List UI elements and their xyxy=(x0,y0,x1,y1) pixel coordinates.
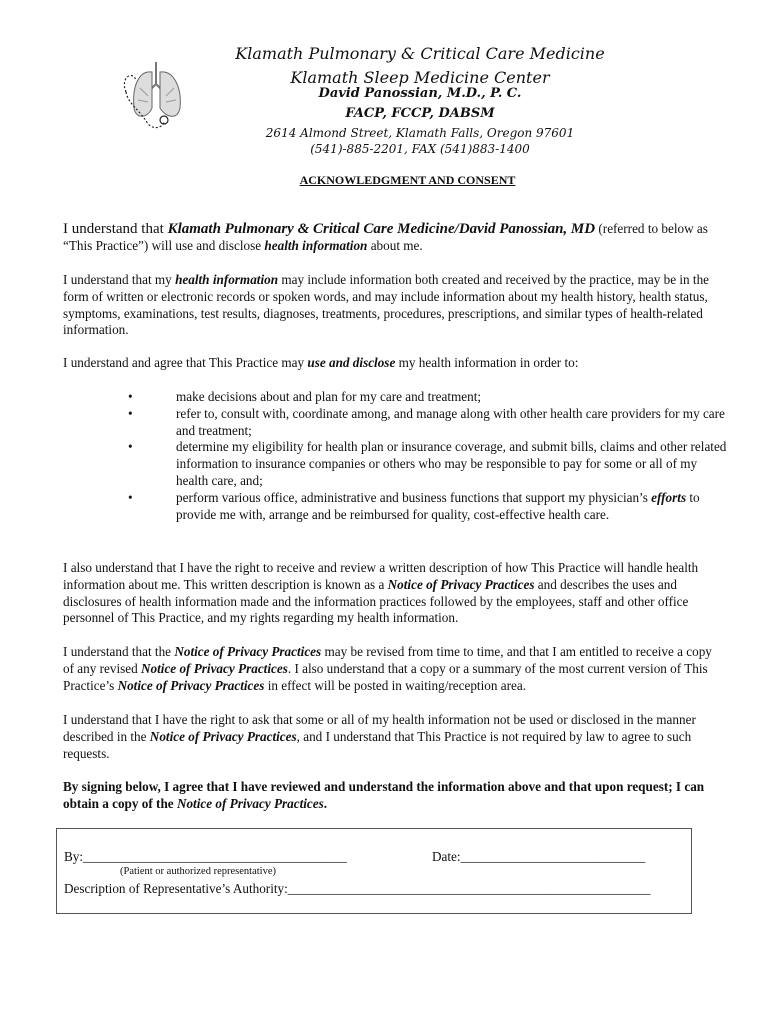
signature-box xyxy=(56,828,692,914)
header-credentials: FACP, FCCP, DABSM xyxy=(345,106,495,121)
document-title: ACKNOWLEDGMENT AND CONSENT xyxy=(299,173,516,187)
lungs-stethoscope-icon xyxy=(118,58,198,130)
date-field[interactable]: Date:____________________________ xyxy=(432,849,646,864)
paragraph-signing-agreement: By signing below, I agree that I have reviewed and understand the information above and that upon request; I can obtain a copy of the Notice of Privacy Practices. xyxy=(63,779,705,811)
header-practice-name: Klamath Pulmonary & Critical Care Medicine xyxy=(235,44,605,63)
paragraph-restriction-request: I understand that I have the right to ask that some or all of my health information not be used or disclosed in the manner described in the Notice of Privacy Practices, and I understand that This Practice is not required by law to agree to such requests. xyxy=(63,712,696,761)
header-sleep-center: Klamath Sleep Medicine Center xyxy=(290,68,550,87)
header-physician: David Panossian, M.D., P. C. xyxy=(318,86,522,101)
paragraph-notice-revisions: I understand that the Notice of Privacy Practices may be revised from time to time, and that I am entitled to receive a copy of any revised Notice of Privacy Practices. I also understand that a copy or a summary of the most current version of This Practice’s Notice of Privacy Practices in effect will be posted in waiting/reception area. xyxy=(63,644,712,693)
signature-note: (Patient or authorized representative) xyxy=(120,866,276,877)
purpose-list xyxy=(128,389,728,523)
representative-authority-field[interactable]: Description of Representative’s Authority:_______________________________________________________ xyxy=(64,881,651,896)
header-phone-fax: (541)-885-2201, FAX (541)883-1400 xyxy=(310,142,530,156)
list-item: • refer to, consult with, coordinate among, and manage along with other health care providers for my care and treatment; xyxy=(128,406,728,440)
list-item: • perform various office, administrative and business functions that support my physician’s efforts to provide me with, arrange and be reimbursed for quality, cost-effective health care. xyxy=(128,490,728,524)
paragraph-use-and-disclose: I understand and agree that This Practice may use and disclose my health information in order to: xyxy=(63,355,579,370)
list-item: • determine my eligibility for health plan or insurance coverage, and submit bills, claims and other related information to insurance companies or others who may be responsible to pay for some or all of my health care, and; xyxy=(128,439,728,489)
paragraph-practice-intro: I understand that Klamath Pulmonary & Critical Care Medicine/David Panossian, MD (referred to below as “This Practice”) will use and disclose health information about me. xyxy=(63,221,708,253)
signature-field[interactable]: By:________________________________________ xyxy=(64,849,347,864)
header-address: 2614 Almond Street, Klamath Falls, Oregon 97601 xyxy=(265,126,575,140)
paragraph-health-information: I understand that my health information may include information both created and received by the practice, may be in the form of written or electronic records or spoken words, and may include information about my health history, health status, symptoms, examinations, test results, diagnoses, treatments, procedures, prescriptions, and similar types of health-related information. xyxy=(63,272,710,338)
list-item: • make decisions about and plan for my care and treatment; xyxy=(128,389,728,406)
paragraph-notice-description: I also understand that I have the right to receive and review a written description of how This Practice will handle health information about me. This written description is known as a Notice of Privacy Practices and describes the uses and disclosures of health information made and the information practices followed by the employees, staff and other office personnel of This Practice, and my rights regarding my health information. xyxy=(63,560,699,626)
